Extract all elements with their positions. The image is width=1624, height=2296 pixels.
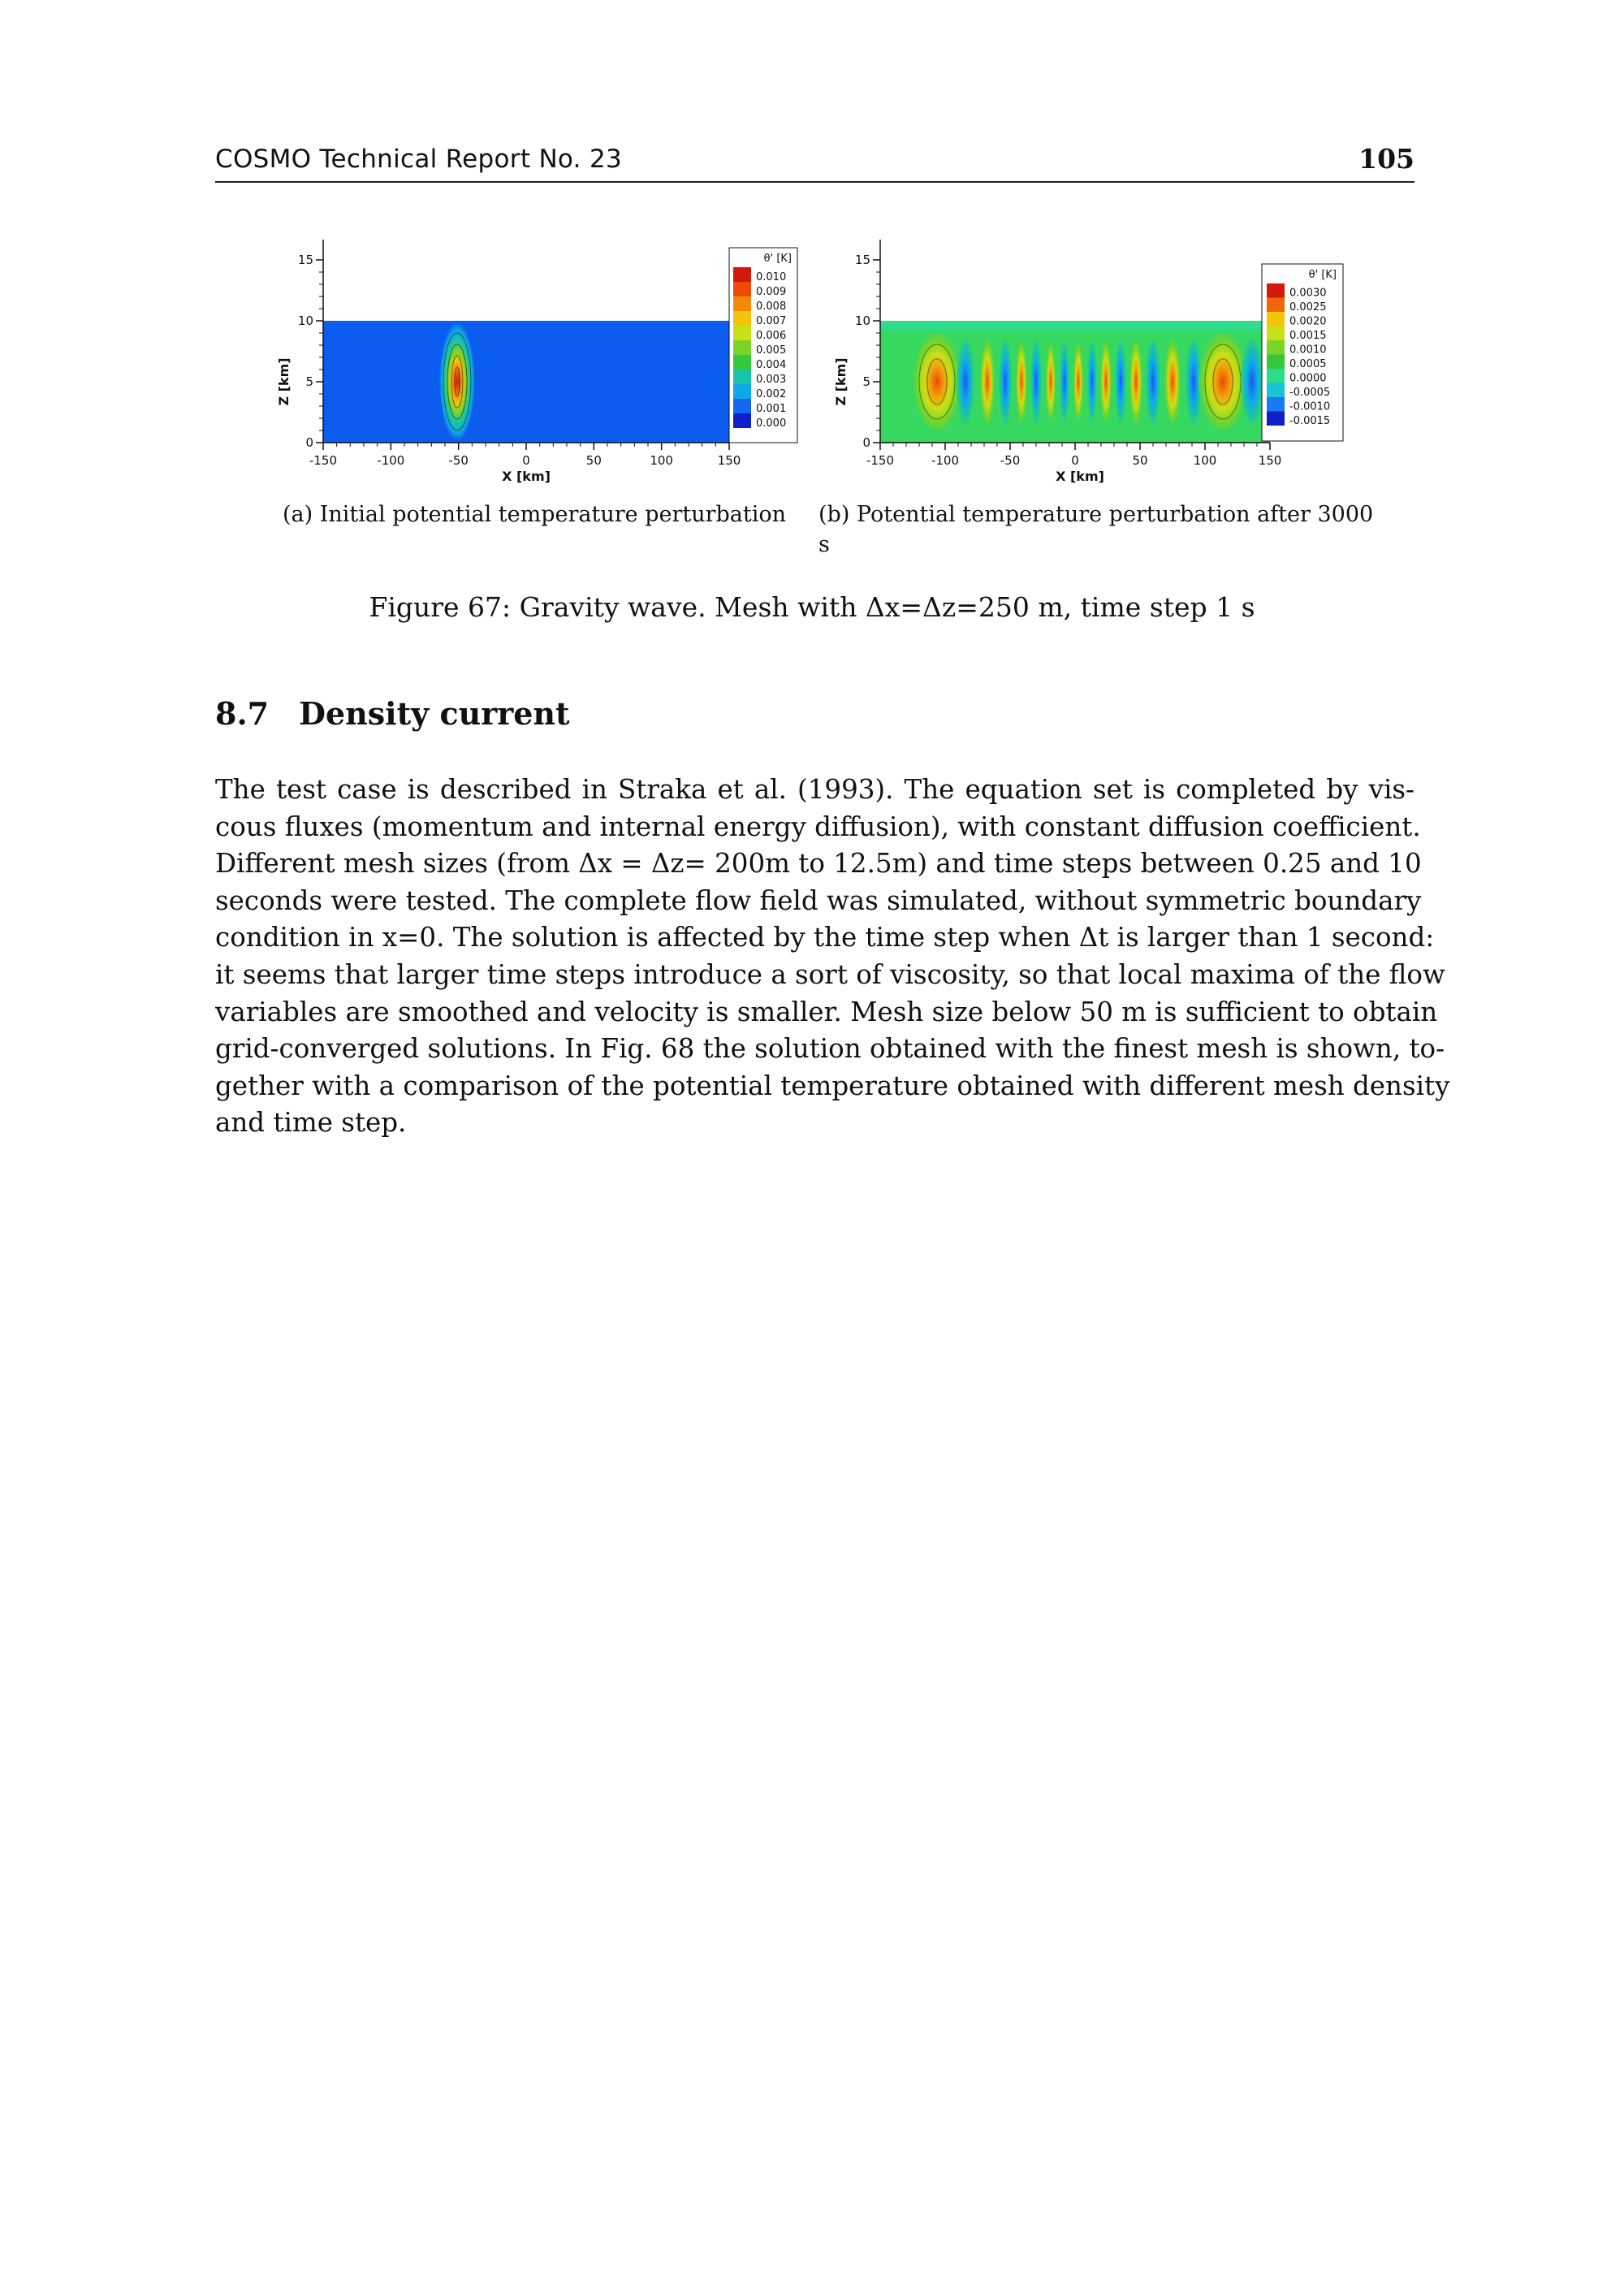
a-x-tick-label: -150: [309, 453, 338, 468]
chart-a-domain: [323, 321, 729, 443]
a-legend-label: 0.003: [756, 374, 787, 386]
a-y-tick-label: 5: [305, 374, 313, 389]
b-legend-swatch: [1267, 283, 1285, 298]
chart-a-legend-title: θ' [K]: [763, 253, 792, 265]
paragraph-line: variables are smoothed and velocity is smaller. Mesh size below 50 m is sufficient to obtain: [215, 996, 1438, 1027]
a-x-tick-label: 50: [585, 453, 602, 468]
a-x-tick-label: -100: [377, 453, 405, 468]
b-legend-swatch: [1267, 355, 1285, 370]
subfigure-a-plot: [272, 240, 808, 495]
b-legend-label: -0.0010: [1289, 400, 1331, 413]
paragraph-line: Different mesh sizes (from Δx = Δz= 200m to 12.5m) and time steps between 0.25 and 10: [215, 848, 1422, 880]
chart-b-legend: [1262, 264, 1343, 441]
b-legend-swatch: [1267, 369, 1285, 383]
b-x-tick-label: -50: [1000, 453, 1021, 468]
section-heading: [215, 695, 570, 732]
b-y-tick-label: 0: [862, 435, 870, 450]
chart-b-legend-title: θ' [K]: [1308, 269, 1337, 281]
b-legend-label: 0.0030: [1289, 287, 1327, 300]
paragraph-line: it seems that larger time steps introduce a sort of viscosity, so that local maxima of the flow: [215, 958, 1445, 990]
a-legend-swatch: [733, 340, 751, 355]
a-y-tick-label: 0: [305, 435, 313, 450]
paragraph-line: condition in x=0. The solution is affected by the time step when Δt is larger than 1 second:: [215, 922, 1435, 953]
a-legend-label: 0.009: [756, 286, 787, 298]
b-x-tick-label: -150: [866, 453, 895, 468]
page-number: 105: [1358, 143, 1415, 175]
chart-b-xlabel: X [km]: [1056, 469, 1104, 484]
a-x-tick-label: 100: [650, 453, 673, 468]
chart-a-legend: [729, 248, 797, 443]
a-legend-label: 0.010: [756, 271, 787, 283]
a-legend-label: 0.008: [756, 301, 787, 313]
b-x-tick-label: 150: [1258, 453, 1282, 468]
b-y-tick-label: 10: [854, 313, 870, 328]
a-legend-swatch: [733, 296, 751, 311]
chart-a-perturbation: [439, 322, 475, 441]
paragraph-line: grid-converged solutions. In Fig. 68 the solution obtained with the finest mesh is shown, to-: [215, 1033, 1445, 1065]
paragraph-line: gether with a comparison of the potential temperature obtained with different mesh density: [215, 1070, 1450, 1101]
b-legend-swatch: [1267, 383, 1285, 398]
a-legend-swatch: [733, 399, 751, 413]
b-legend-label: 0.0025: [1289, 301, 1327, 313]
b-legend-label: 0.0005: [1289, 358, 1327, 370]
subfigure-a-caption: (a) Initial potential temperature perturbation: [283, 502, 787, 527]
a-legend-swatch: [733, 355, 751, 370]
section-number: 8.7: [215, 695, 270, 732]
a-y-tick-label: 10: [297, 313, 313, 328]
subfigure-b-plot: [831, 240, 1367, 495]
paragraph-line: seconds were tested. The complete flow field was simulated, without symmetric boundary: [215, 884, 1422, 916]
a-legend-label: 0.002: [756, 388, 787, 400]
a-legend-label: 0.005: [756, 344, 787, 357]
a-x-tick-label: 0: [522, 453, 530, 468]
a-x-tick-label: 150: [717, 453, 741, 468]
b-x-tick-label: -100: [931, 453, 960, 468]
paragraph-line: and time step.: [215, 1107, 407, 1139]
b-legend-label: 0.0015: [1289, 330, 1327, 342]
b-legend-label: 0.0010: [1289, 344, 1327, 357]
b-legend-label: -0.0005: [1289, 387, 1331, 399]
chart-a-ylabel: Z [km]: [276, 357, 292, 406]
a-legend-label: 0.006: [756, 330, 787, 342]
b-legend-label: -0.0015: [1289, 415, 1331, 427]
a-legend-swatch: [733, 384, 751, 399]
a-x-tick-label: -50: [448, 453, 469, 468]
paragraph-line: The test case is described in Straka et al. (1993). The equation set is completed by vis-: [215, 774, 1415, 805]
subfigure-b-caption: (b) Potential temperature perturbation after 3000 s: [818, 502, 1374, 557]
chart-b-svg: [831, 240, 1367, 495]
chart-b-ylabel: Z [km]: [833, 357, 849, 406]
b-legend-label: 0.0020: [1289, 315, 1327, 328]
a-legend-swatch: [733, 311, 751, 326]
b-legend-swatch: [1267, 298, 1285, 313]
b-legend-swatch: [1267, 412, 1285, 426]
b-legend-swatch: [1267, 340, 1285, 355]
chart-a-svg: [272, 240, 808, 495]
a-legend-swatch: [733, 282, 751, 296]
a-legend-swatch: [733, 326, 751, 340]
a-legend-swatch: [733, 370, 751, 384]
b-x-tick-label: 0: [1071, 453, 1079, 468]
a-legend-label: 0.004: [756, 359, 787, 371]
paragraph-line: cous fluxes (momentum and internal energy diffusion), with constant diffusion coefficient.: [215, 811, 1421, 842]
figure-caption: Figure 67: Gravity wave. Mesh with Δx=Δz=250 m, time step 1 s: [369, 591, 1255, 623]
a-legend-label: 0.000: [756, 417, 787, 430]
a-y-tick-label: 15: [297, 253, 313, 267]
b-legend-swatch: [1267, 312, 1285, 326]
a-legend-swatch: [733, 267, 751, 282]
chart-b-top-band: [880, 321, 1270, 331]
b-legend-label: 0.0000: [1289, 372, 1327, 385]
a-legend-label: 0.007: [756, 315, 787, 327]
section-title: Density current: [299, 695, 570, 732]
running-header-title: COSMO Technical Report No. 23: [215, 145, 623, 174]
b-x-tick-label: 100: [1193, 453, 1217, 468]
b-legend-swatch: [1267, 326, 1285, 341]
b-legend-swatch: [1267, 397, 1285, 412]
header-rule: [215, 181, 1415, 183]
b-y-tick-label: 15: [854, 253, 870, 267]
b-x-tick-label: 50: [1132, 453, 1148, 468]
a-legend-swatch: [733, 413, 751, 428]
b-y-tick-label: 5: [862, 374, 870, 389]
a-legend-label: 0.001: [756, 403, 787, 415]
body-paragraph: [215, 772, 1450, 1142]
chart-a-xlabel: X [km]: [502, 469, 551, 484]
